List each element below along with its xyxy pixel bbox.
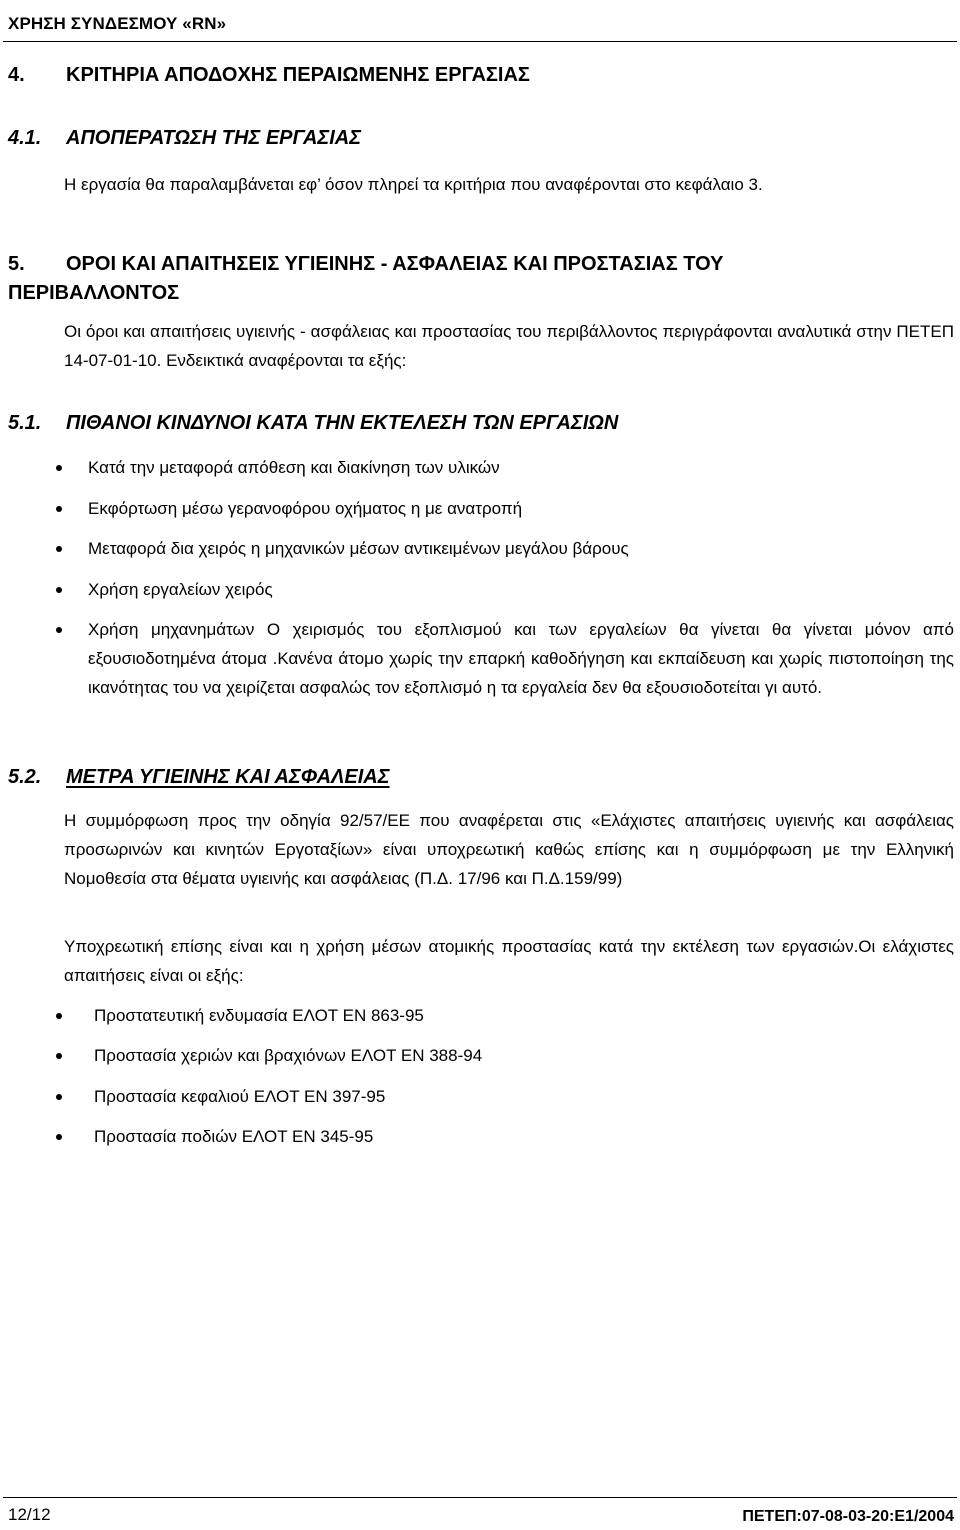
section-number: 4.1.: [8, 127, 42, 149]
bullet-icon: [56, 627, 62, 633]
bullet-icon: [56, 1053, 62, 1059]
section-title: ΜΕΤΡΑ ΥΓΙΕΙΝΗΣ ΚΑΙ ΑΣΦΑΛΕΙΑΣ: [66, 766, 390, 788]
section-5-1-heading: [8, 412, 618, 435]
bullet-icon: [56, 587, 62, 593]
ppe-list-item: Προστασία κεφαλιού ΕΛΟΤ ΕΝ 397-95: [64, 1082, 954, 1111]
footer-rule: [3, 1497, 957, 1498]
hazard-list-item: Εκφόρτωση μέσω γερανοφόρου οχήματος η με ανατροπή: [64, 494, 954, 523]
bullet-icon: [56, 546, 62, 552]
bullet-icon: [56, 1013, 62, 1019]
page-number: 12/12: [8, 1505, 51, 1524]
ppe-list-item: Προστασία χεριών και βραχιόνων ΕΛΟΤ ΕΝ 388-94: [64, 1041, 954, 1070]
bullet-icon: [56, 1134, 62, 1140]
section-number: 4.: [8, 64, 25, 86]
ppe-list-item: Προστασία ποδιών ΕΛΟΤ ΕΝ 345-95: [64, 1122, 954, 1151]
running-header: ΧΡΗΣΗ ΣΥΝΔΕΣΜΟΥ «RN»: [8, 14, 227, 33]
section-number: 5.1.: [8, 412, 42, 434]
section-title: ΑΠΟΠΕΡΑΤΩΣΗ ΤΗΣ ΕΡΓΑΣΙΑΣ: [66, 127, 362, 149]
section-5-2-paragraph-1: Η συμμόρφωση προς την οδηγία 92/57/ΕΕ που αναφέρεται στις «Ελάχιστες απαιτήσεις υγιεινής και ασφάλειας προσωρινών και κινητών Εργοταξίων» είναι υποχρεωτική καθώς επίσης και η συμμόρφωση με την Ελληνική Νομοθεσία στα θέματα υγιεινής και ασφάλειας (Π.Δ. 17/96 και Π.Δ.159/99): [64, 811, 954, 888]
section-title: ΠΙΘΑΝΟΙ ΚΙΝΔΥΝΟΙ ΚΑΤΑ ΤΗΝ ΕΚΤΕΛΕΣΗ ΤΩΝ ΕΡΓΑΣΙΩΝ: [66, 412, 619, 434]
bullet-icon: [56, 1094, 62, 1100]
hazard-list-item: Χρήση μηχανημάτων Ο χειρισμός του εξοπλισμού και των εργαλείων θα γίνεται θα γίνεται μόνον από εξουσιοδοτημένα άτομα .Κανένα άτομο χωρίς την επαρκή καθοδήγηση και εκπαίδευση και χωρίς πιστοποίηση της ικανότητας του να χειρίζεται ασφαλώς τον εξοπλισμό η τα εργαλεία δεν θα εξουσιοδοτείται γι αυτό.: [64, 615, 954, 702]
hazard-list-item: Χρήση εργαλείων χειρός: [64, 575, 954, 604]
section-5-heading: [8, 250, 888, 308]
hazard-list-item: Μεταφορά δια χειρός η μηχανικών μέσων αντικειμένων μεγάλου βάρους: [64, 534, 954, 563]
hazard-list-item: Κατά την μεταφορά απόθεση και διακίνηση των υλικών: [64, 453, 954, 482]
section-5-intro: Οι όροι και απαιτήσεις υγιεινής - ασφάλειας και προστασίας του περιβάλλοντος περιγράφονται αναλυτικά στην ΠΕΤΕΠ 14-07-01-10. Ενδεικτικά αναφέρονται τα εξής:: [64, 322, 954, 370]
section-number: 5.2.: [8, 766, 42, 788]
header-rule: [3, 41, 957, 42]
section-number: 5.: [8, 253, 25, 275]
section-4-heading: [8, 64, 530, 87]
section-5-2-heading: [8, 766, 390, 789]
section-5-2-paragraph-2: Υποχρεωτική επίσης είναι και η χρήση μέσων ατομικής προστασίας κατά την εκτέλεση των εργασιών.Οι ελάχιστες απαιτήσεις είναι οι εξής:: [64, 937, 954, 985]
bullet-icon: [56, 506, 62, 512]
section-4-1-heading: [8, 127, 361, 150]
bullet-icon: [56, 465, 62, 471]
section-title: ΟΡΟΙ ΚΑΙ ΑΠΑΙΤΗΣΕΙΣ ΥΓΙΕΙΝΗΣ - ΑΣΦΑΛΕΙΑΣ ΚΑΙ ΠΡΟΣΤΑΣΙΑΣ ΤΟΥ ΠΕΡΙΒΑΛΛΟΝΤΟΣ: [8, 253, 724, 304]
document-code: ΠΕΤΕΠ:07-08-03-20:Ε1/2004: [742, 1508, 954, 1525]
section-4-1-text: Η εργασία θα παραλαμβάνεται εφ’ όσον πληρεί τα κριτήρια που αναφέρονται στο κεφάλαιο 3.: [64, 175, 763, 194]
ppe-list-item: Προστατευτική ενδυμασία ΕΛΟΤ ΕΝ 863-95: [64, 1001, 954, 1030]
section-title: ΚΡΙΤΗΡΙΑ ΑΠΟΔΟΧΗΣ ΠΕΡΑΙΩΜΕΝΗΣ ΕΡΓΑΣΙΑΣ: [66, 64, 530, 86]
